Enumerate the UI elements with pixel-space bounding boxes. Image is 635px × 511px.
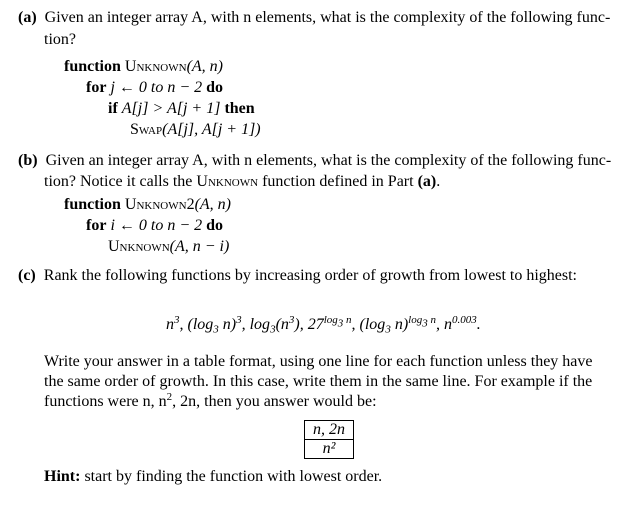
part-b-text2-end: . bbox=[436, 173, 441, 190]
algo-b-for-line bbox=[86, 217, 223, 235]
part-a-line1 bbox=[18, 9, 610, 27]
if-keyword: if bbox=[108, 100, 118, 117]
part-c-text1: Rank the following functions by increasing order of growth from lowest to highest: bbox=[43, 267, 577, 284]
part-b-text1: Given an integer array A, with n elements, what is the complexity of the following func- bbox=[45, 152, 612, 169]
swap-args: (A[j], A[j + 1]) bbox=[162, 121, 261, 138]
part-c-para3-post: , 2n, then you answer would be: bbox=[172, 393, 377, 410]
part-b-text2-pre: tion? Notice it calls the bbox=[44, 173, 197, 190]
algo-a-if-line bbox=[108, 100, 255, 118]
table-cell: n² bbox=[305, 440, 354, 459]
algo-a-swap-line bbox=[130, 121, 261, 139]
part-a-line2: tion? bbox=[44, 31, 76, 48]
part-c-line1 bbox=[18, 267, 577, 285]
if-condition: A[j] > A[j + 1] bbox=[121, 100, 221, 117]
do-keyword: do bbox=[206, 217, 224, 234]
algo-a-function-line bbox=[64, 58, 223, 76]
swap-name: Swap bbox=[130, 121, 163, 138]
hint-line bbox=[44, 468, 382, 486]
part-c-label: (c) bbox=[18, 267, 36, 284]
call-args: (A, n − i) bbox=[169, 238, 230, 255]
part-c-para3 bbox=[44, 390, 377, 411]
then-keyword: then bbox=[224, 100, 255, 117]
part-b-ref-name: Unknown bbox=[196, 173, 259, 190]
part-b-text2-mid: function defined in Part bbox=[258, 173, 418, 190]
table-cell: n, 2n bbox=[305, 421, 354, 440]
for-keyword: for bbox=[86, 79, 107, 96]
part-b-line1 bbox=[18, 152, 611, 170]
table-row bbox=[305, 440, 354, 459]
function-name: Unknown2 bbox=[124, 196, 195, 213]
call-name: Unknown bbox=[108, 238, 170, 255]
hint-text: start by finding the function with lowest order. bbox=[80, 468, 383, 485]
example-answer-table bbox=[304, 420, 354, 459]
function-args: (A, n) bbox=[194, 196, 231, 213]
part-b-ref-part: (a) bbox=[417, 173, 437, 190]
part-a-text1: Given an integer array A, with n elements, what is the complexity of the following func- bbox=[44, 9, 611, 26]
for-keyword: for bbox=[86, 217, 107, 234]
for-body: j ← 0 to n − 2 bbox=[110, 79, 203, 96]
part-c-para2: the same order of growth. In this case, write them in the same line. For example if the bbox=[44, 373, 593, 390]
part-a-label: (a) bbox=[18, 9, 37, 26]
function-args: (A, n) bbox=[186, 58, 223, 75]
algo-b-call-line bbox=[108, 238, 229, 256]
algo-a-for-line bbox=[86, 79, 223, 97]
part-c-para3-pre: functions were n, n bbox=[44, 393, 167, 410]
hint-label: Hint: bbox=[44, 468, 81, 485]
algo-b-function-line bbox=[64, 196, 231, 214]
table-row bbox=[305, 421, 354, 440]
part-b-line2 bbox=[44, 173, 440, 191]
function-name: Unknown bbox=[124, 58, 187, 75]
part-b-label: (b) bbox=[18, 152, 38, 169]
part-c-para3-sup: 2 bbox=[166, 390, 173, 403]
do-keyword: do bbox=[206, 79, 224, 96]
for-body: i ← 0 to n − 2 bbox=[110, 217, 203, 234]
function-keyword: function bbox=[64, 196, 121, 213]
function-keyword: function bbox=[64, 58, 121, 75]
growth-functions-formula: $n^3$, ($\log_3$ n)$^3$, $\log_3(n^3)$, $27^{log_3 n}$, ($\log_3$ n)$^{log_3 n}$, $n^{0.003}$. bbox=[166, 313, 481, 336]
part-c-para1: Write your answer in a table format, using one line for each function unless they have bbox=[44, 353, 593, 370]
